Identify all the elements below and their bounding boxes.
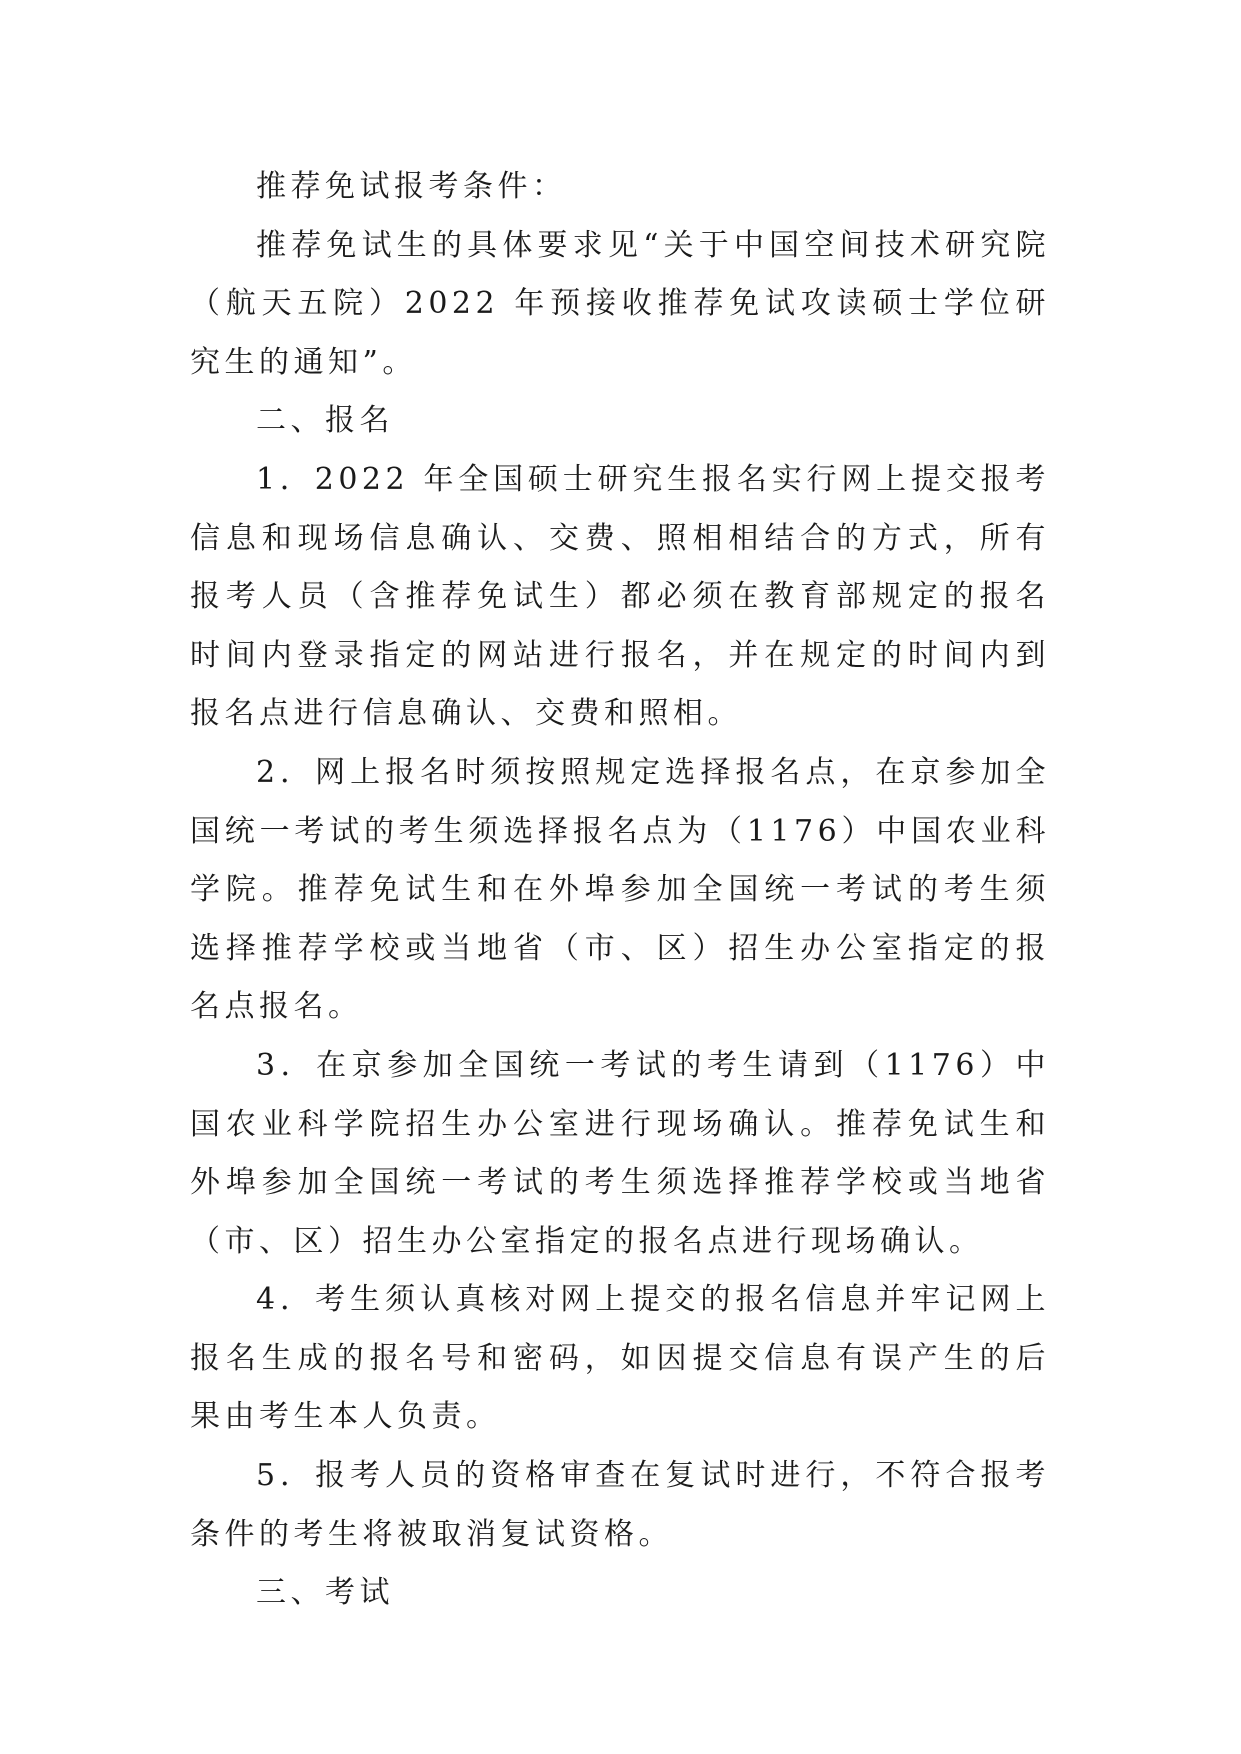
paragraph-item-5: 5．报考人员的资格审查在复试时进行，不符合报考条件的考生将被取消复试资格。: [190, 1458, 1050, 1552]
paragraph-item-4: 4．考生须认真核对网上提交的报名信息并牢记网上报名生成的报名号和密码，如因提交信息有误产生的后果由考生本人负责。: [190, 1282, 1050, 1435]
paragraph-recommendation-requirements: 推荐免试生的具体要求见“关于中国空间技术研究院（航天五院）2022 年预接收推荐免试攻读硕士学位研究生的通知”。: [190, 227, 1050, 380]
paragraph-item-1: 1．2022 年全国硕士研究生报名实行网上提交报考信息和现场信息确认、交费、照相相结合的方式，所有报考人员（含推荐免试生）都必须在教育部规定的报名时间内登录指定的网站进行报名，并在规定的时间内到报名点进行信息确认、交费和照相。: [190, 461, 1050, 732]
paragraph-item-2: 2．网上报名时须按照规定选择报名点，在京参加全国统一考试的考生须选择报名点为（1176）中国农业科学院。推荐免试生和在外埠参加全国统一考试的考生须选择推荐学校或当地省（市、区）招生办公室指定的报名点报名。: [190, 754, 1050, 1025]
document-body: [190, 158, 1050, 1623]
section-heading-recommendation-conditions: 推荐免试报考条件：: [256, 169, 567, 204]
paragraph-item-3: 3．在京参加全国统一考试的考生请到（1176）中国农业科学院招生办公室进行现场确认。推荐免试生和外埠参加全国统一考试的考生须选择推荐学校或当地省（市、区）招生办公室指定的报名点进行现场确认。: [190, 1047, 1050, 1259]
section-heading-registration: 二、报名: [256, 403, 394, 439]
section-heading-exam: 三、考试: [256, 1575, 394, 1611]
